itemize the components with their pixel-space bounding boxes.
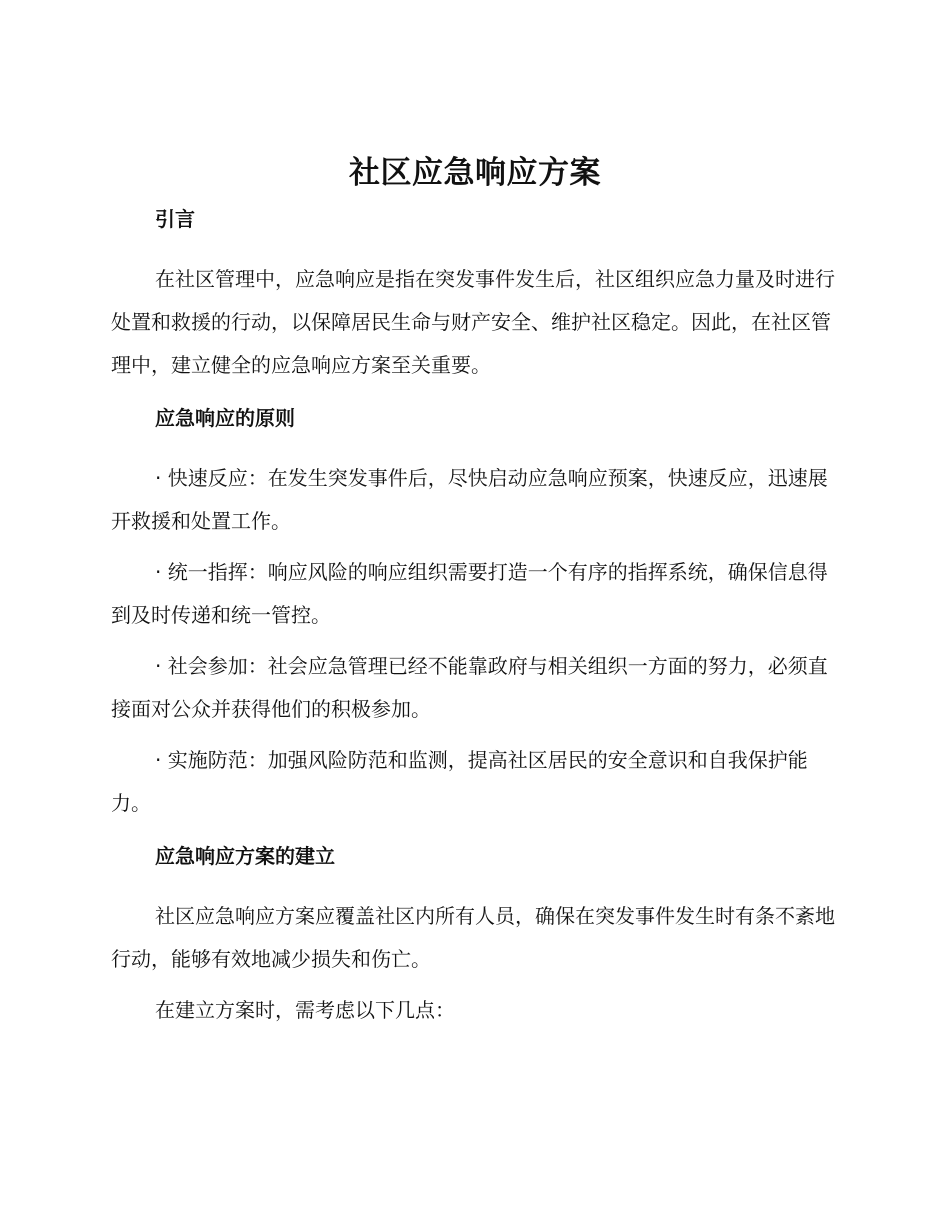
principle-item-prevention: · 实施防范：加强风险防范和监测，提高社区居民的安全意识和自我保护能力。 — [111, 748, 808, 815]
document-body — [111, 202, 836, 1032]
principle-item-social-participation: · 社会参加：社会应急管理已经不能靠政府与相关组织一方面的努力，必须直接面对公众并获得他们的积极参加。 — [111, 654, 828, 721]
establishment-paragraph-1: 社区应急响应方案应覆盖社区内所有人员，确保在突发事件发生时有条不紊地行动，能够有效地减少损失和伤亡。 — [111, 904, 835, 971]
section-heading-principles: 应急响应的原则 — [155, 406, 295, 430]
document-title: 社区应急响应方案 — [349, 155, 601, 191]
establishment-paragraph-2: 在建立方案时，需考虑以下几点： — [155, 998, 455, 1022]
section-heading-intro: 引言 — [155, 207, 195, 231]
section-heading-establishment: 应急响应方案的建立 — [155, 844, 335, 868]
principle-item-unified-command: · 统一指挥：响应风险的响应组织需要打造一个有序的指挥系统，确保信息得到及时传递和统一管控。 — [111, 560, 828, 627]
principle-item-fast-response: · 快速反应：在发生突发事件后，尽快启动应急响应预案，快速反应，迅速展开救援和处置工作。 — [111, 466, 828, 533]
intro-paragraph: 在社区管理中，应急响应是指在突发事件发生后，社区组织应急力量及时进行处置和救援的行动，以保障居民生命与财产安全、维护社区稳定。因此，在社区管理中，建立健全的应急响应方案至关重要。 — [111, 267, 835, 377]
